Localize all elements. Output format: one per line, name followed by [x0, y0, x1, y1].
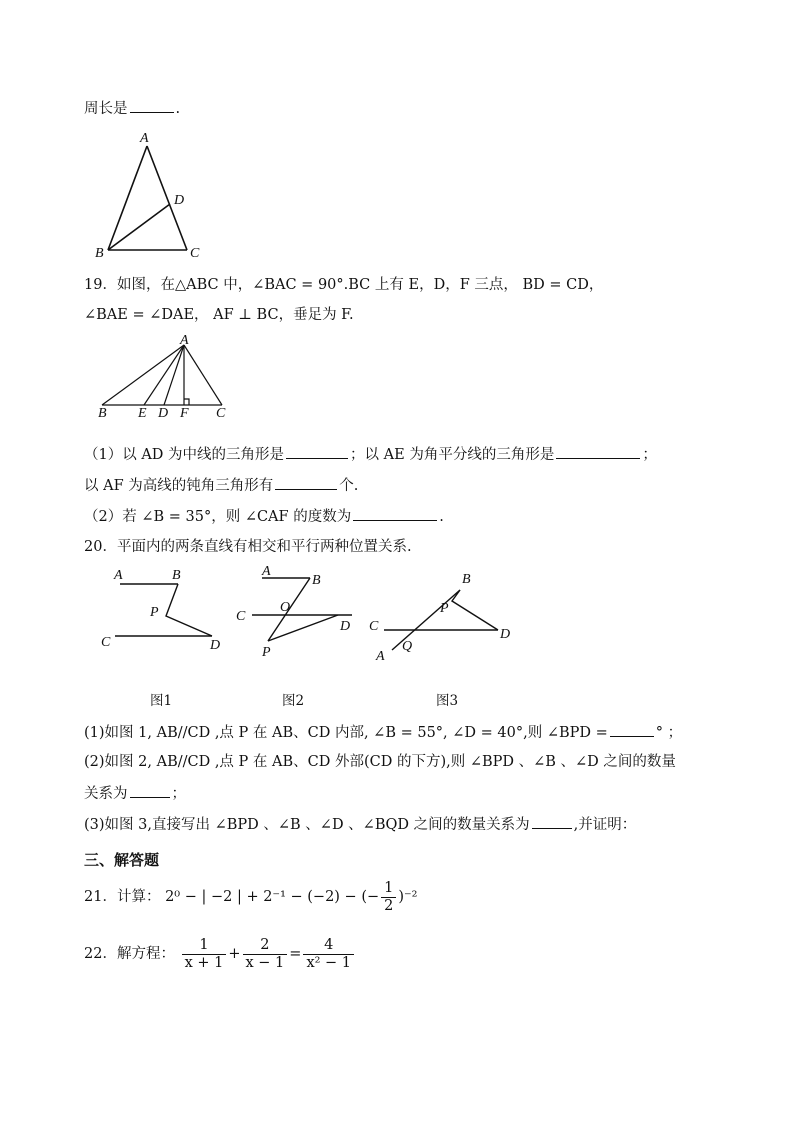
fraction-2: $\frac{2}{x - 1}$ — [243, 937, 288, 972]
q20-sub2-line1: (2)如图 2, AB//CD ,点 P 在 AB、CD 外部(CD 的下方),则 ∠BPD 、∠B 、∠D 之间的数量 — [84, 754, 676, 770]
fig3-label-D: D — [500, 627, 511, 642]
q19-line2: ∠BAE = ∠DAE， AF ⊥ BC，垂足为 F. — [84, 307, 354, 323]
q21: 21．计算： 2⁰ − | −2 | + 2⁻¹ − (−2) − (− $\frac{1}{2}$ )⁻² — [84, 879, 418, 914]
fig1-label-D: D — [210, 638, 221, 653]
fig2-label-P: P — [262, 645, 271, 660]
answer-blank[interactable] — [610, 722, 654, 737]
q19-part1-line2: 以 AF 为高线的钝角三角形有 个. — [84, 475, 358, 496]
label-D: D — [174, 193, 185, 208]
q19-part1-line1: （1）以 AD 为中线的三角形是 ；以 AE 为角平分线的三角形是 ； — [84, 444, 657, 465]
fig1-label-A: A — [114, 568, 123, 583]
fig2-label-D: D — [340, 619, 351, 634]
fig3-label-B: B — [462, 572, 471, 587]
answer-blank[interactable] — [130, 98, 174, 113]
label-C: C — [190, 246, 200, 260]
label-D: D — [158, 406, 169, 420]
q20-intro: 20．平面内的两条直线有相交和平行两种位置关系. — [84, 539, 412, 555]
q18-tail: 周长是 . — [84, 98, 180, 119]
fig1-label-C: C — [101, 635, 111, 650]
answer-blank[interactable] — [286, 444, 348, 459]
fig3-label-A: A — [376, 649, 385, 664]
fig1-label-B: B — [172, 568, 181, 583]
label-B: B — [98, 406, 107, 420]
q20-sub1: (1)如图 1, AB//CD ,点 P 在 AB、CD 内部, ∠B = 55°, ∠D = 40°,则 ∠BPD = ° ； — [84, 722, 682, 743]
fig2-label-O: O — [280, 600, 291, 615]
answer-blank[interactable] — [130, 783, 170, 798]
label-A: A — [140, 131, 149, 146]
answer-blank[interactable] — [275, 475, 337, 490]
label-F: F — [180, 406, 189, 420]
answer-blank[interactable] — [556, 444, 640, 459]
label-A: A — [180, 335, 189, 348]
fig3-label-Q: Q — [402, 639, 413, 654]
fig1-label-P: P — [150, 605, 159, 620]
fraction-3: $\frac{4}{\text{x² − 1}}$ — [303, 937, 354, 972]
q20-sub2-line2: 关系为 ； — [84, 783, 186, 804]
fig2-label-C: C — [236, 609, 246, 624]
fig1-caption: 图1 — [150, 693, 173, 709]
label-C: C — [216, 406, 226, 420]
q19-part2: （2）若 ∠B = 35°，则 ∠CAF 的度数为 . — [84, 506, 444, 527]
figure-18 — [90, 128, 220, 260]
figure-19 — [92, 335, 242, 420]
answer-blank[interactable] — [353, 506, 437, 521]
fig2-caption: 图2 — [282, 693, 305, 709]
label-E: E — [138, 406, 147, 420]
figure-20 — [90, 560, 520, 710]
fraction: $\frac{1}{2}$ — [381, 880, 396, 915]
fig3-caption: 图3 — [436, 693, 459, 709]
answer-blank[interactable] — [532, 814, 572, 829]
section-title: 三、解答题 — [84, 851, 160, 869]
fraction-1: $\frac{1}{x + 1}$ — [182, 937, 227, 972]
fig2-label-A: A — [262, 564, 271, 579]
label-B: B — [95, 246, 104, 260]
q19-line1: 19．如图，在△ABC 中，∠BAC = 90°.BC 上有 E，D，F 三点， BD = CD， — [84, 277, 604, 293]
q20-sub3: (3)如图 3,直接写出 ∠BPD 、∠B 、∠D 、∠BQD 之间的数量关系为 ,并证明： — [84, 814, 636, 835]
fig3-label-P: P — [440, 601, 449, 616]
fig3-label-C: C — [369, 619, 379, 634]
q22: 22．解方程： $\frac{1}{x + 1}$ + $\frac{2}{x - 1}$ = $\frac{4}{\text{x² − 1}}$ — [84, 934, 356, 974]
fig2-label-B: B — [312, 573, 321, 588]
